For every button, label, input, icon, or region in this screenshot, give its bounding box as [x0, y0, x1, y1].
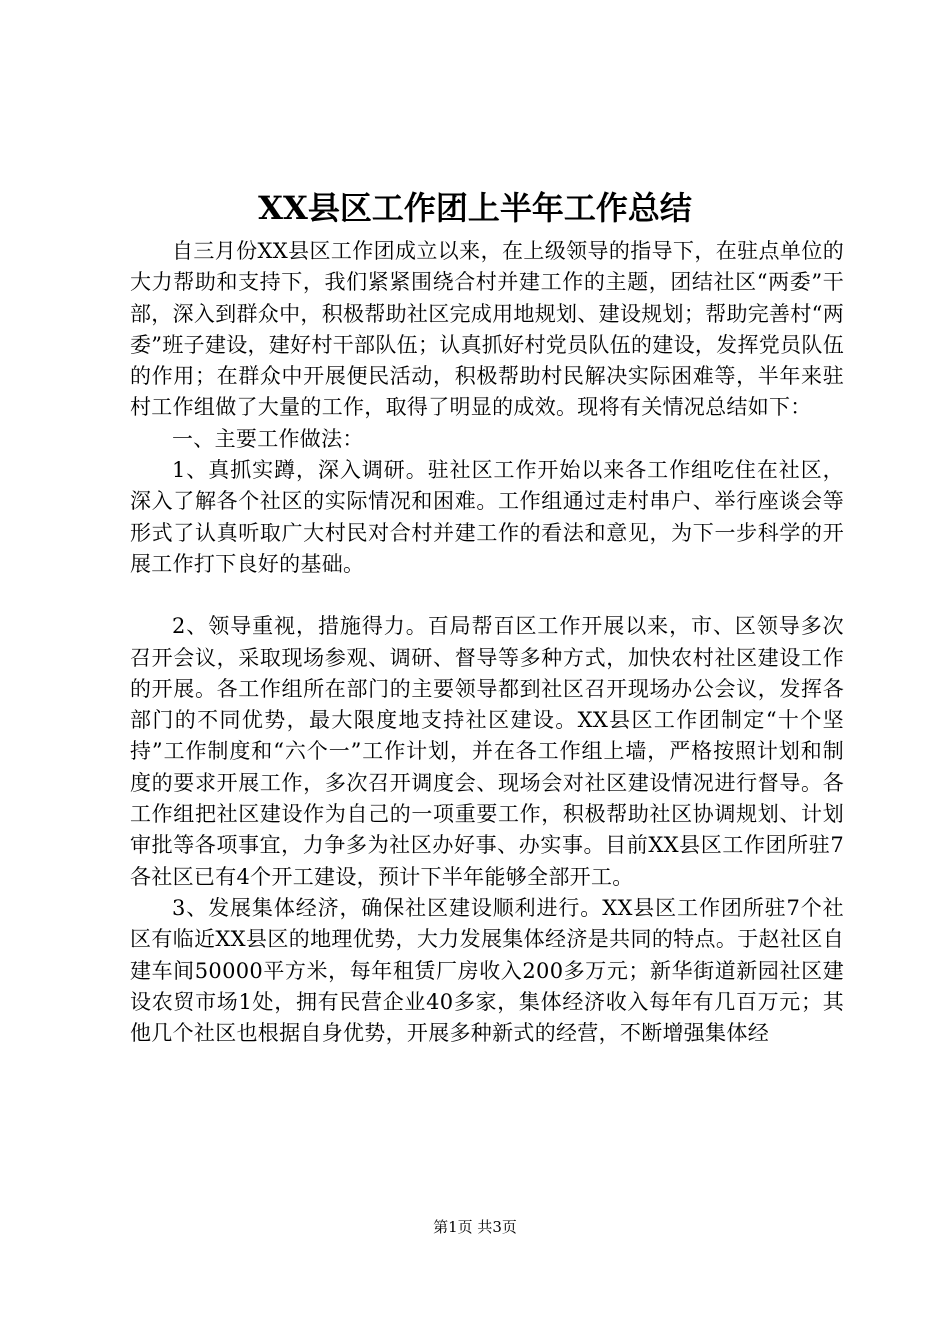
- paragraph-item-1: 1、真抓实蹲，深入调研。驻社区工作开始以来各工作组吃住在社区，深入了解各个社区的实际情况和困难。工作组通过走村串户、举行座谈会等形式了认真听取广大村民对合村并建工作的看法和意见，为下一步科学的开展工作打下良好的基础。: [130, 458, 844, 576]
- document-title: XX县区工作团上半年工作总结: [258, 189, 692, 227]
- document-body: [130, 236, 844, 1049]
- page-number-footer: 第1页 共3页: [433, 1218, 517, 1236]
- paragraph-item-3: 3、发展集体经济，确保社区建设顺利进行。XX县区工作团所驻7个社区有临近XX县区的地理优势，大力发展集体经济是共同的特点。于赵社区自建车间50000平方米，每年租赁厂房收入200多万元；新华街道新园社区建设农贸市场1处，拥有民营企业40多家，集体经济收入每年有几百万元；其他几个社区也根据自身优势，开展多种新式的经营，不断增强集体经: [130, 895, 844, 1046]
- paragraph-intro: 自三月份XX县区工作团成立以来，在上级领导的指导下，在驻点单位的大力帮助和支持下，我们紧紧围绕合村并建工作的主题，团结社区“两委”干部，深入到群众中，积极帮助社区完成用地规划、建设规划；帮助完善村“两委”班子建设，建好村干部队伍；认真抓好村党员队伍的建设，发挥党员队伍的作用；在群众中开展便民活动，积极帮助村民解决实际困难等，半年来驻村工作组做了大量的工作，取得了明显的成效。现将有关情况总结如下：: [130, 239, 844, 420]
- paragraph-item-2: 2、领导重视，措施得力。百局帮百区工作开展以来，市、区领导多次召开会议，采取现场参观、调研、督导等多种方式，加快农村社区建设工作的开展。各工作组所在部门的主要领导都到社区召开现场办公会议，发挥各部门的不同优势，最大限度地支持社区建设。XX县区工作团制定“十个坚持”工作制度和“六个一”工作计划，并在各工作组上墙，严格按照计划和制度的要求开展工作，多次召开调度会、现场会对社区建设情况进行督导。各工作组把社区建设作为自己的一项重要工作，积极帮助社区协调规划、计划审批等各项事宜，力争多为社区办好事、办实事。目前XX县区工作团所驻7各社区已有4个开工建设，预计下半年能够全部开工。: [130, 614, 844, 889]
- section-heading-main-work: 一、主要工作做法：: [172, 426, 364, 451]
